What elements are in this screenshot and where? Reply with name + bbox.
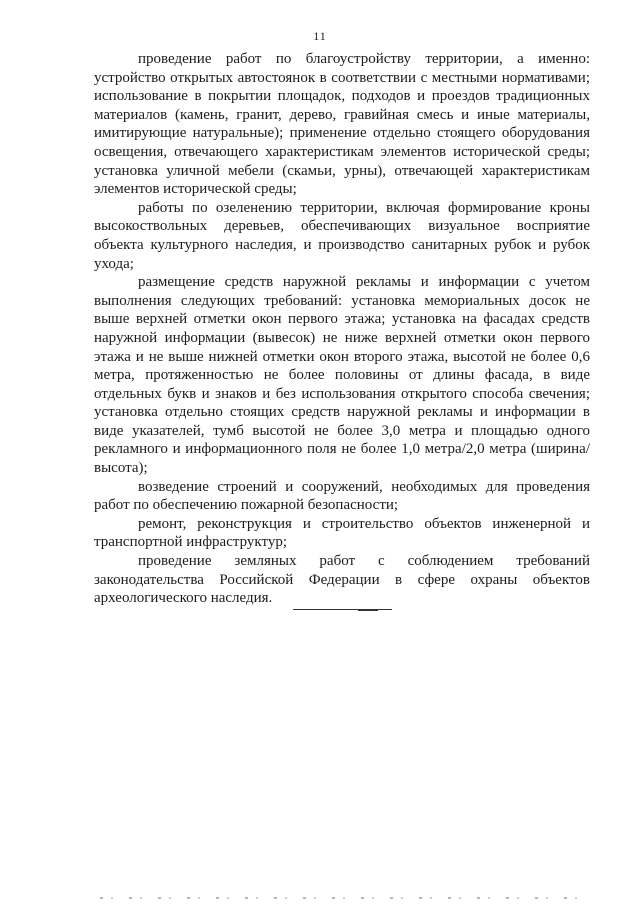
paragraph-fire-safety-structures: возведение строений и сооружений, необходимых для проведения работ по обеспечению пожарной безопасности;: [94, 478, 590, 514]
page-number: 11: [313, 29, 327, 43]
paragraph-advertising-placement: размещение средств наружной рекламы и информации с учетом выполнения следующих требований: установка мемориальных досок не выше верхней отметки окон первого этажа; установка на фасадах средств наружной информации (вывесок) не ниже верхней отметки окон первого этажа и не выше нижней отметки окон второго этажа, высотой не более 0,6 метра, протяженностью не более половины от длины фасада, в виде отдельных букв и знаков и без использования открытого способа свечения; установка отдельно стоящих средств наружной рекламы и информации в виде указателей, тумб высотой не более 3,0 метра и площадью одного рекламного и информационного поля не более 1,0 метра/2,0 метра (ширина/высота);: [94, 274, 590, 477]
end-of-text-divider: [293, 609, 392, 610]
footer-scan-artifact: [100, 897, 590, 899]
document-body: [94, 50, 590, 608]
paragraph-infrastructure-repair: ремонт, реконструкция и строительство объектов инженерной и транспортной инфраструктур;: [94, 515, 590, 551]
paragraph-greening-works: работы по озеленению территории, включая формирование кроны высокоствольных деревьев, обеспечивающих визуальное восприятие объекта культурного наследия, и производство санитарных рубок и рубок ухода;: [94, 199, 590, 272]
paragraph-landscaping-works: проведение работ по благоустройству территории, а именно: устройство открытых автостоянок в соответствии с местными нормативами; использование в покрытии площадок, подходов и проездов традиционных материалов (камень, гранит, дерево, гравийная смесь и иные материалы, имитирующие натуральные); применение отдельно стоящего оборудования освещения, отвечающего характеристикам элементов исторической среды; установка уличной мебели (скамьи, урны), отвечающей характеристикам элементов исторической среды;: [94, 51, 590, 198]
paragraph-earthworks: проведение земляных работ с соблюдением требований законодательства Российской Федерации в сфере охраны объектов археологического наследия.: [94, 553, 590, 607]
